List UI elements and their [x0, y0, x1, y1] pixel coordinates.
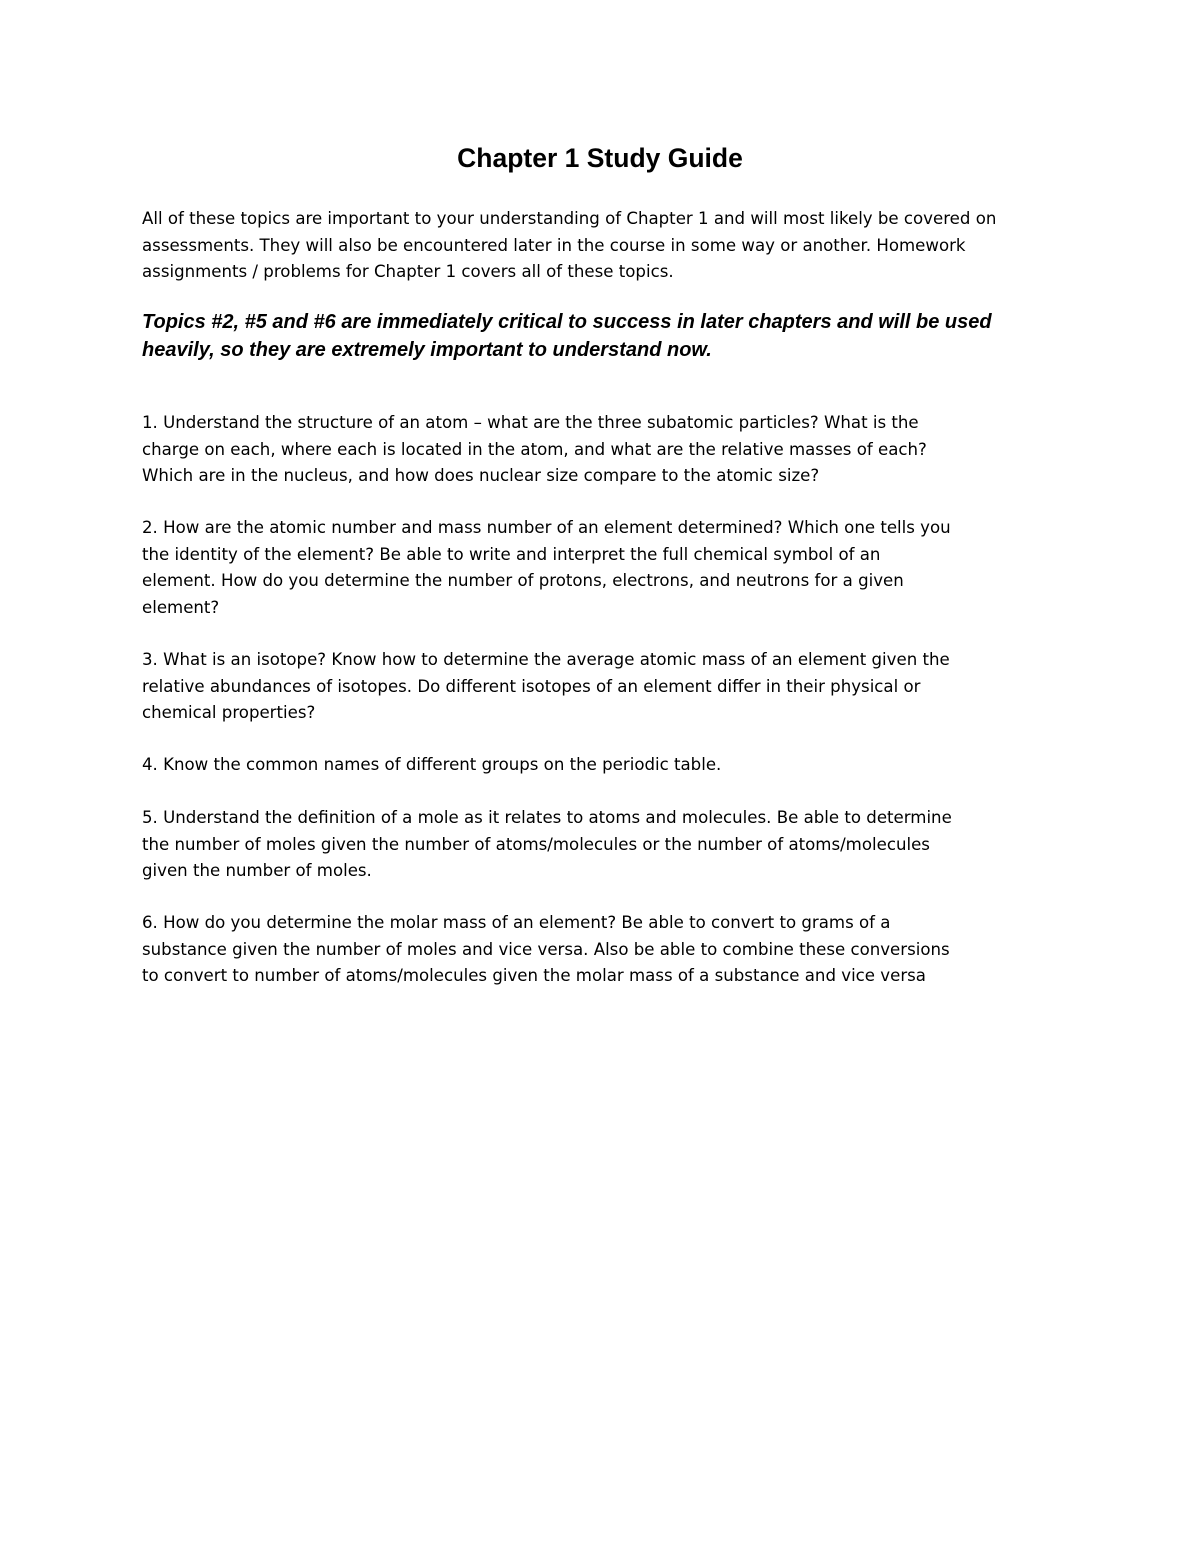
topic-number: 6. [142, 913, 158, 932]
emphasis-line: heavily, so they are extremely important to understand now. [142, 338, 712, 361]
topic-number: 2. [142, 518, 158, 537]
intro-paragraph [142, 206, 1072, 286]
page-title: Chapter 1 Study Guide [457, 143, 743, 173]
topic-item-4 [142, 752, 1072, 779]
topic-line [142, 805, 1072, 832]
topic-line [142, 647, 1072, 674]
topic-line [142, 910, 1072, 937]
topic-number: 1. [142, 413, 158, 432]
topic-line: charge on each, where each is located in the atom, and what are the relative masses of each? [142, 439, 927, 459]
topic-text: Understand the structure of an atom – what are the three subatomic particles? What is the [163, 413, 919, 432]
topic-line: given the number of moles. [142, 861, 372, 880]
intro-line: assignments / problems for Chapter 1 covers all of these topics. [142, 262, 674, 281]
topic-text: How are the atomic number and mass number of an element determined? Which one tells you [163, 518, 951, 537]
topic-line: substance given the number of moles and vice versa. Also be able to combine these conversions [142, 939, 950, 959]
topic-line: the number of moles given the number of atoms/molecules or the number of atoms/molecules [142, 834, 930, 854]
topic-line: element. How do you determine the number of protons, electrons, and neutrons for a given [142, 571, 904, 590]
topic-line: Which are in the nucleus, and how does nuclear size compare to the atomic size? [142, 466, 820, 485]
topic-line: the identity of the element? Be able to write and interpret the full chemical symbol of an [142, 544, 881, 564]
emphasis-line: Topics #2, #5 and #6 are immediately critical to success in later chapters and will be used [142, 311, 992, 333]
topic-item-6 [142, 910, 1072, 990]
topic-number: 3. [142, 650, 158, 669]
topic-line [142, 752, 1072, 779]
topic-text: What is an isotope? Know how to determine the average atomic mass of an element given the [163, 650, 950, 669]
topic-line: chemical properties? [142, 703, 316, 722]
topic-number: 4. [142, 755, 158, 774]
topic-text: How do you determine the molar mass of an element? Be able to convert to grams of a [163, 913, 891, 932]
topic-text: Know the common names of different groups on the periodic table. [163, 755, 722, 774]
topic-text: Understand the definition of a mole as it relates to atoms and molecules. Be able to determine [163, 808, 952, 827]
topic-line: relative abundances of isotopes. Do different isotopes of an element differ in their physical or [142, 676, 921, 696]
topic-item-3 [142, 647, 1072, 727]
emphasis-paragraph [142, 309, 1102, 364]
topic-item-5 [142, 805, 1072, 885]
topic-line [142, 515, 1072, 542]
intro-line: assessments. They will also be encountered later in the course in some way or another. Homework [142, 235, 966, 255]
intro-line: All of these topics are important to your understanding of Chapter 1 and will most likely be covered on [142, 209, 997, 228]
topic-line: element? [142, 597, 220, 617]
topic-number: 5. [142, 808, 158, 827]
topic-item-1 [142, 410, 1072, 490]
topic-line: to convert to number of atoms/molecules given the molar mass of a substance and vice versa [142, 966, 926, 985]
topic-line [142, 410, 1072, 437]
topic-item-2 [142, 515, 1072, 621]
